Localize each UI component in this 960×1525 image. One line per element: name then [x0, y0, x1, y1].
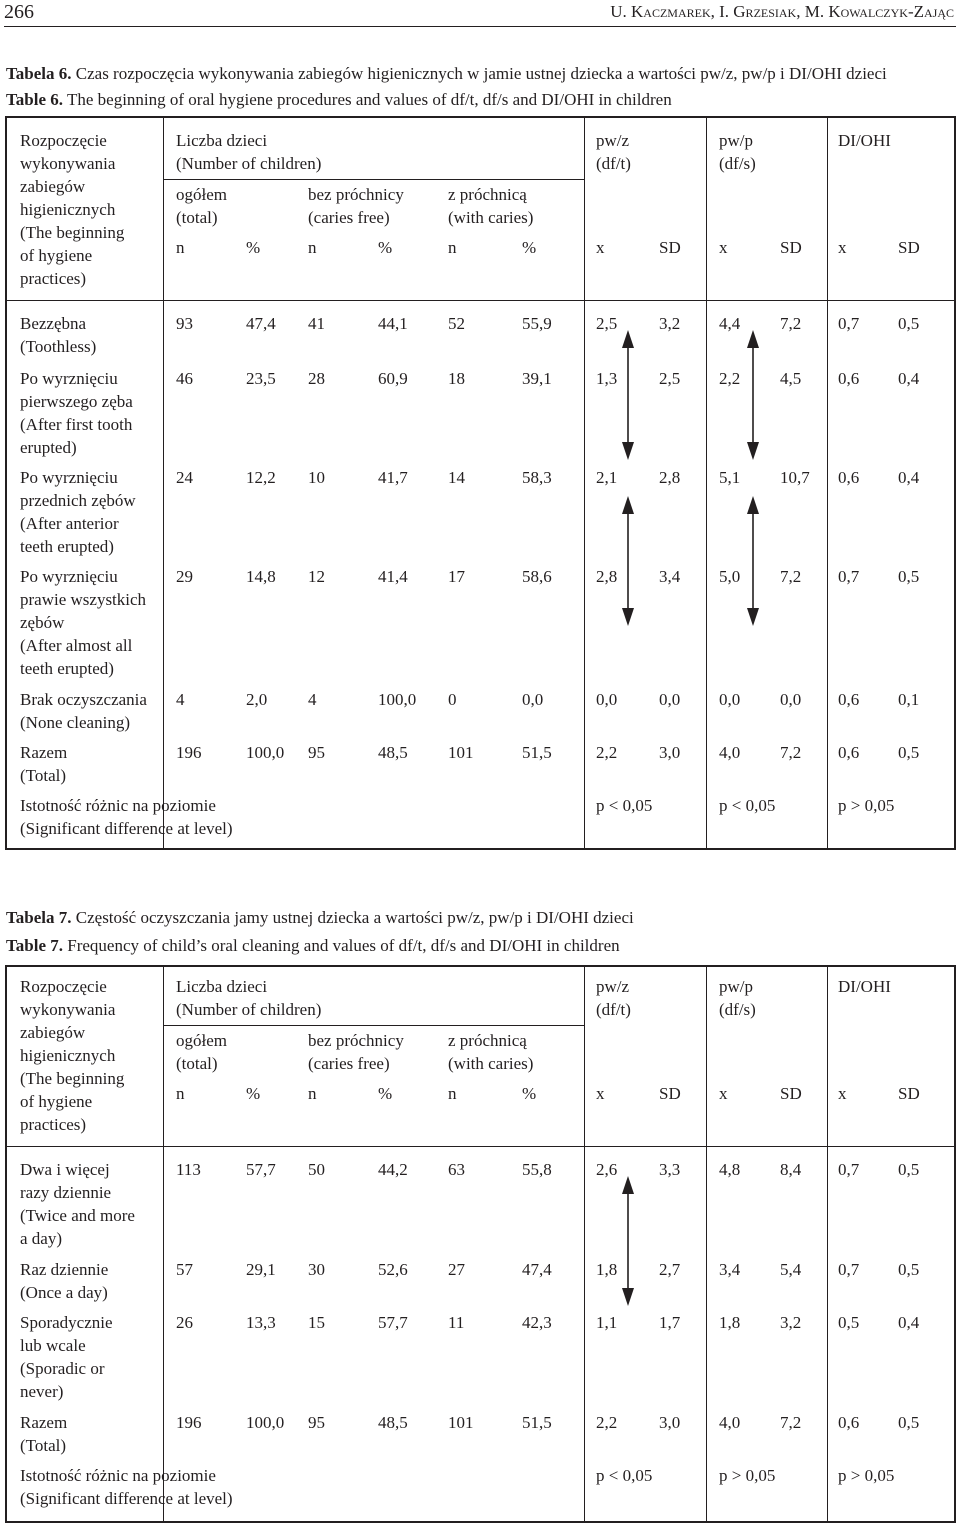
table-cell: 52,6 — [378, 1260, 408, 1279]
header-rule — [4, 26, 956, 27]
table7-caption-pl — [6, 906, 634, 929]
table-cell: 26 — [176, 1313, 193, 1332]
table-cell: 60,9 — [378, 369, 408, 388]
table-cell: 46 — [176, 369, 193, 388]
header-subcolumn: x — [838, 1084, 847, 1103]
table-cell: 0,6 — [838, 369, 860, 388]
table-cell: 13,3 — [246, 1313, 276, 1332]
table-cell: 0 — [448, 690, 457, 709]
header-with-caries: z próchnicą — [448, 1031, 527, 1050]
header-rowhead-line: of hygiene — [20, 1092, 93, 1111]
table-cell: 29 — [176, 567, 193, 586]
table-cell: 55,8 — [522, 1160, 552, 1179]
table-cell: 2,5 — [659, 369, 681, 388]
header-caries-free-en: (caries free) — [308, 1054, 390, 1073]
table-cell: 196 — [176, 1413, 202, 1432]
table-cell: 7,2 — [780, 567, 802, 586]
header-rowhead-line: (The beginning — [20, 1069, 125, 1088]
table-cell: 14,8 — [246, 567, 276, 586]
table-cell: 44,2 — [378, 1160, 408, 1179]
table6-caption-pl — [6, 62, 887, 85]
row-label-line: (After first tooth — [20, 415, 133, 434]
header-dfs: (df/s) — [719, 1000, 756, 1019]
table7-caption-en — [6, 934, 620, 957]
table-cell: 0,0 — [522, 690, 544, 709]
row-label-line: prawie wszystkich — [20, 590, 147, 609]
header-subcolumn: SD — [898, 1084, 920, 1103]
table-cell: 95 — [308, 1413, 325, 1432]
table-cell: 0,7 — [838, 1260, 860, 1279]
header-total: ogółem — [176, 1031, 227, 1050]
table-cell: 48,5 — [378, 1413, 408, 1432]
table-cell: 17 — [448, 567, 465, 586]
table-cell: 23,5 — [246, 369, 276, 388]
header-with-caries-en: (with caries) — [448, 1054, 534, 1073]
header-caries-free-en: (caries free) — [308, 208, 390, 227]
row-label-line: never) — [20, 1382, 64, 1401]
table-cell: 2,5 — [596, 314, 618, 333]
table-cell: 2,6 — [596, 1160, 618, 1179]
table-cell: 0,5 — [838, 1313, 860, 1332]
table-cell: 47,4 — [522, 1260, 552, 1279]
table-cell: 101 — [448, 743, 474, 762]
table-cell: 41,7 — [378, 468, 408, 487]
row-label-line: przednich zębów — [20, 491, 136, 510]
header-subcolumn: x — [719, 238, 728, 257]
table-cell: 1,8 — [596, 1260, 618, 1279]
table-cell: 0,5 — [898, 1260, 920, 1279]
table-cell: 100,0 — [246, 743, 285, 762]
header-children: Liczba dzieci — [176, 977, 268, 996]
table-cell: 3,0 — [659, 1413, 681, 1432]
table-cell: 0,0 — [596, 690, 618, 709]
table-cell: 57,7 — [246, 1160, 276, 1179]
table6-col-divider — [584, 117, 585, 849]
header-pwp: pw/p — [719, 977, 753, 996]
table-cell: 12 — [308, 567, 325, 586]
page-number: 266 — [4, 1, 34, 23]
table-cell: 2,2 — [719, 369, 741, 388]
table6-label-en: Table 6. — [6, 90, 64, 109]
table-cell: 18 — [448, 369, 465, 388]
table-cell: 7,2 — [780, 1413, 802, 1432]
row-label-line: Razem — [20, 743, 68, 762]
table-cell: 3,4 — [659, 567, 681, 586]
header-children-en: (Number of children) — [176, 1000, 322, 1019]
table6-label-pl: Tabela 6. — [6, 64, 72, 83]
header-subcolumn: x — [596, 238, 605, 257]
header-rowhead-line: higienicznych — [20, 200, 116, 219]
header-subcolumn: x — [838, 238, 847, 257]
table-cell: 0,4 — [898, 468, 920, 487]
significance-value: p < 0,05 — [596, 796, 653, 815]
table-cell: 3,0 — [659, 743, 681, 762]
header-rowhead-line: wykonywania — [20, 1000, 116, 1019]
table-cell: 2,8 — [659, 468, 681, 487]
header-diohi: DI/OHI — [838, 131, 891, 150]
significance-label: (Significant difference at level) — [20, 819, 233, 838]
row-label-line: (After anterior — [20, 514, 119, 533]
table-cell: 95 — [308, 743, 325, 762]
table-cell: 3,2 — [780, 1313, 802, 1332]
row-label-line: Raz dziennie — [20, 1260, 109, 1279]
row-label-line: lub wcale — [20, 1336, 86, 1355]
table-cell: 30 — [308, 1260, 325, 1279]
table-cell: 4 — [308, 690, 317, 709]
header-subcolumn: % — [246, 1084, 261, 1103]
header-subcolumn: SD — [780, 238, 802, 257]
significance-label: Istotność różnic na poziomie — [20, 796, 216, 815]
table7-header-rule — [6, 1146, 955, 1147]
table-cell: 2,0 — [246, 690, 268, 709]
table-cell: 39,1 — [522, 369, 552, 388]
table-cell: 0,0 — [780, 690, 802, 709]
row-label-line: pierwszego zęba — [20, 392, 133, 411]
table6-subheader-rule — [164, 179, 584, 180]
table7-subheader-rule — [164, 1025, 584, 1026]
row-label-line: teeth erupted) — [20, 659, 114, 678]
table6-caption-en — [6, 88, 672, 111]
header-with-caries: z próchnicą — [448, 185, 527, 204]
table-cell: 0,5 — [898, 1413, 920, 1432]
row-label-line: (Twice and more — [20, 1206, 135, 1225]
header-with-caries-en: (with caries) — [448, 208, 534, 227]
table-cell: 15 — [308, 1313, 325, 1332]
header-subcolumn: % — [522, 238, 537, 257]
header-pwz: pw/z — [596, 977, 630, 996]
table-cell: 1,3 — [596, 369, 618, 388]
table-cell: 2,2 — [596, 1413, 618, 1432]
header-pwp: pw/p — [719, 131, 753, 150]
header-subcolumn: n — [176, 1084, 185, 1103]
table-cell: 8,4 — [780, 1160, 802, 1179]
header-subcolumn: x — [596, 1084, 605, 1103]
header-subcolumn: SD — [898, 238, 920, 257]
table-cell: 0,4 — [898, 369, 920, 388]
header-rowhead-line: Rozpoczęcie — [20, 131, 107, 150]
table7-col-divider — [163, 966, 164, 1522]
table-cell: 0,5 — [898, 743, 920, 762]
header-subcolumn: % — [378, 238, 393, 257]
table-cell: 57 — [176, 1260, 193, 1279]
header-subcolumn: x — [719, 1084, 728, 1103]
header-total-en: (total) — [176, 1054, 218, 1073]
header-rowhead-line: wykonywania — [20, 154, 116, 173]
table-cell: 0,0 — [659, 690, 681, 709]
header-pwz: pw/z — [596, 131, 630, 150]
table7-title-en: Frequency of child’s oral cleaning and values of df/t, df/s and DI/OHI in children — [67, 936, 620, 955]
table6-title-pl: Czas rozpoczęcia wykonywania zabiegów higienicznych w jamie ustnej dziecka a wartości pw/z, pw/p i DI/OHI dzieci — [75, 64, 887, 83]
table-cell: 3,4 — [719, 1260, 741, 1279]
table-cell: 4,5 — [780, 369, 802, 388]
header-caries-free: bez próchnicy — [308, 1031, 404, 1050]
header-rowhead-line: Rozpoczęcie — [20, 977, 107, 996]
table-cell: 10 — [308, 468, 325, 487]
header-dfs: (df/s) — [719, 154, 756, 173]
table-cell: 52 — [448, 314, 465, 333]
table7-title-pl: Częstość oczyszczania jamy ustnej dziecka a wartości pw/z, pw/p i DI/OHI dzieci — [75, 908, 634, 927]
header-subcolumn: n — [176, 238, 185, 257]
table-cell: 196 — [176, 743, 202, 762]
table6-col-divider — [163, 117, 164, 849]
row-label-line: zębów — [20, 613, 65, 632]
header-rowhead-line: practices) — [20, 269, 87, 288]
table6-col-divider — [827, 117, 828, 849]
row-label-line: (Toothless) — [20, 337, 97, 356]
table7-col-divider — [584, 966, 585, 1522]
table-cell: 58,6 — [522, 567, 552, 586]
table-cell: 0,7 — [838, 314, 860, 333]
row-label-line: Bezzębna — [20, 314, 87, 333]
row-label-line: Po wyrznięciu — [20, 468, 118, 487]
significance-value: p > 0,05 — [838, 1466, 895, 1485]
table-cell: 51,5 — [522, 743, 552, 762]
header-subcolumn: SD — [780, 1084, 802, 1103]
header-subcolumn: n — [448, 238, 457, 257]
header-dft: (df/t) — [596, 154, 631, 173]
table-cell: 7,2 — [780, 743, 802, 762]
table-cell: 51,5 — [522, 1413, 552, 1432]
significance-label: (Significant difference at level) — [20, 1489, 233, 1508]
header-subcolumn: SD — [659, 238, 681, 257]
table-cell: 0,0 — [719, 690, 741, 709]
table-cell: 0,5 — [898, 1160, 920, 1179]
header-total: ogółem — [176, 185, 227, 204]
table-cell: 4 — [176, 690, 185, 709]
table-cell: 27 — [448, 1260, 465, 1279]
table-cell: 14 — [448, 468, 465, 487]
table-cell: 101 — [448, 1413, 474, 1432]
table-cell: 41,4 — [378, 567, 408, 586]
table-cell: 0,5 — [898, 314, 920, 333]
table-cell: 1,8 — [719, 1313, 741, 1332]
row-label-line: (Sporadic or — [20, 1359, 105, 1378]
table-cell: 50 — [308, 1160, 325, 1179]
row-label-line: (Total) — [20, 766, 67, 785]
table-cell: 47,4 — [246, 314, 276, 333]
row-label-line: Dwa i więcej — [20, 1160, 110, 1179]
table-cell: 0,6 — [838, 743, 860, 762]
table-cell: 24 — [176, 468, 193, 487]
table-cell: 4,4 — [719, 314, 741, 333]
table7-label-pl: Tabela 7. — [6, 908, 72, 927]
header-rowhead-line: higienicznych — [20, 1046, 116, 1065]
header-children-en: (Number of children) — [176, 154, 322, 173]
double-arrow-icon — [745, 330, 761, 460]
significance-value: p > 0,05 — [719, 1466, 776, 1485]
table-cell: 0,1 — [898, 690, 920, 709]
table-cell: 12,2 — [246, 468, 276, 487]
table-cell: 5,4 — [780, 1260, 802, 1279]
header-rowhead-line: zabiegów — [20, 1023, 86, 1042]
table7-col-divider — [706, 966, 707, 1522]
header-diohi: DI/OHI — [838, 977, 891, 996]
table-cell: 57,7 — [378, 1313, 408, 1332]
table-cell: 55,9 — [522, 314, 552, 333]
row-label-line: erupted) — [20, 438, 77, 457]
significance-label: Istotność różnic na poziomie — [20, 1466, 216, 1485]
row-label-line: Brak oczyszczania — [20, 690, 147, 709]
header-subcolumn: % — [522, 1084, 537, 1103]
double-arrow-icon — [620, 1176, 636, 1306]
table-cell: 29,1 — [246, 1260, 276, 1279]
header-rowhead-line: zabiegów — [20, 177, 86, 196]
table6-col-divider — [706, 117, 707, 849]
table7-col-divider — [827, 966, 828, 1522]
table-cell: 100,0 — [246, 1413, 285, 1432]
table-cell: 28 — [308, 369, 325, 388]
table-cell: 63 — [448, 1160, 465, 1179]
header-rowhead-line: (The beginning — [20, 223, 125, 242]
significance-value: p < 0,05 — [719, 796, 776, 815]
table-cell: 44,1 — [378, 314, 408, 333]
header-total-en: (total) — [176, 208, 218, 227]
row-label-line: Po wyrznięciu — [20, 567, 118, 586]
table-cell: 7,2 — [780, 314, 802, 333]
row-label-line: teeth erupted) — [20, 537, 114, 556]
table6-header-rule — [6, 300, 955, 301]
table-cell: 0,6 — [838, 1413, 860, 1432]
significance-value: p < 0,05 — [596, 1466, 653, 1485]
header-subcolumn: SD — [659, 1084, 681, 1103]
table-cell: 4,0 — [719, 1413, 741, 1432]
header-subcolumn: % — [246, 238, 261, 257]
table-cell: 10,7 — [780, 468, 810, 487]
table-cell: 4,8 — [719, 1160, 741, 1179]
table-cell: 4,0 — [719, 743, 741, 762]
table-cell: 113 — [176, 1160, 201, 1179]
table-cell: 0,6 — [838, 468, 860, 487]
header-children: Liczba dzieci — [176, 131, 268, 150]
table-cell: 3,2 — [659, 314, 681, 333]
table-cell: 2,1 — [596, 468, 618, 487]
row-label-line: Razem — [20, 1413, 68, 1432]
table-cell: 3,3 — [659, 1160, 681, 1179]
table-cell: 41 — [308, 314, 325, 333]
double-arrow-icon — [620, 496, 636, 626]
header-subcolumn: n — [448, 1084, 457, 1103]
header-subcolumn: n — [308, 1084, 317, 1103]
header-caries-free: bez próchnicy — [308, 185, 404, 204]
table-cell: 1,1 — [596, 1313, 618, 1332]
table-cell: 100,0 — [378, 690, 417, 709]
row-label-line: Po wyrznięciu — [20, 369, 118, 388]
header-dft: (df/t) — [596, 1000, 631, 1019]
table-cell: 58,3 — [522, 468, 552, 487]
row-label-line: (After almost all — [20, 636, 133, 655]
table-cell: 0,5 — [898, 567, 920, 586]
double-arrow-icon — [620, 330, 636, 460]
header-subcolumn: n — [308, 238, 317, 257]
table-cell: 2,2 — [596, 743, 618, 762]
row-label-line: (Once a day) — [20, 1283, 108, 1302]
row-label-line: (Total) — [20, 1436, 67, 1455]
double-arrow-icon — [745, 496, 761, 626]
significance-value: p > 0,05 — [838, 796, 895, 815]
table-cell: 93 — [176, 314, 193, 333]
table-cell: 0,7 — [838, 567, 860, 586]
header-rowhead-line: of hygiene — [20, 246, 93, 265]
table-cell: 0,7 — [838, 1160, 860, 1179]
table-cell: 1,7 — [659, 1313, 681, 1332]
table-cell: 11 — [448, 1313, 465, 1332]
table-cell: 48,5 — [378, 743, 408, 762]
header-subcolumn: % — [378, 1084, 393, 1103]
row-label-line: (None cleaning) — [20, 713, 130, 732]
table-cell: 5,0 — [719, 567, 741, 586]
table6-title-en: The beginning of oral hygiene procedures and values of df/t, df/s and DI/OHI in children — [66, 90, 672, 109]
row-label-line: Sporadycznie — [20, 1313, 113, 1332]
table-cell: 0,6 — [838, 690, 860, 709]
table-cell: 5,1 — [719, 468, 741, 487]
row-label-line: a day) — [20, 1229, 63, 1248]
table-cell: 0,4 — [898, 1313, 920, 1332]
row-label-line: razy dziennie — [20, 1183, 112, 1202]
table7-label-en: Table 7. — [6, 936, 64, 955]
running-header-authors: U. Kaczmarek, I. Grzesiak, M. Kowalczyk-Zając — [610, 2, 954, 21]
table-cell: 42,3 — [522, 1313, 552, 1332]
table-cell: 2,7 — [659, 1260, 681, 1279]
table-cell: 2,8 — [596, 567, 618, 586]
header-rowhead-line: practices) — [20, 1115, 87, 1134]
